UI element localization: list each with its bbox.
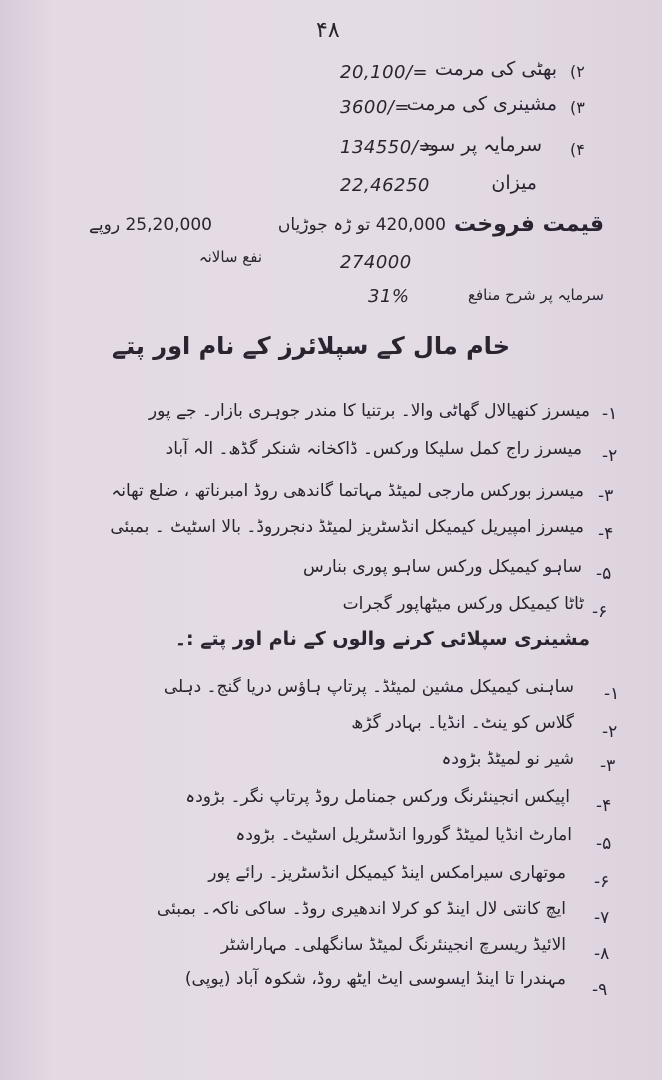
machinery-num: -۵ [596, 834, 612, 854]
machinery-item: گلاس کو ینٹ۔ انڈیا۔ بہادر گڑھ [351, 713, 574, 733]
machinery-item: مہندرا تا اینڈ ایسوسی ایٹ ایٹھ روڈ، شکوہ آباد (یوپی) [184, 969, 566, 989]
machinery-num: -۸ [594, 944, 610, 964]
machinery-num: -۴ [596, 796, 612, 816]
supplier-num: -۲ [602, 446, 618, 466]
machinery-heading: مشینری سپلائی کرنے والوں کے نام اور پتے :۔ [174, 628, 590, 650]
cost-value: 134550/= [340, 137, 434, 158]
supplier-num: -۱ [602, 404, 618, 424]
page-number: ۴۸ [316, 18, 340, 43]
machinery-item: شیر نو لمیٹڈ بڑودہ [441, 749, 574, 769]
machinery-num: -۱ [604, 684, 620, 704]
cost-num: (۴ [570, 140, 585, 159]
cost-value: 20,100/= [340, 62, 429, 83]
machinery-num: -۹ [592, 980, 608, 1000]
supplier-item: ساہو کیمیکل ورکس ساہو پوری بنارس [302, 557, 582, 577]
machinery-num: -۶ [594, 872, 610, 892]
supplier-num: -۶ [592, 602, 608, 622]
sale-label: قیمت فروخت [454, 212, 604, 237]
total-label: میزان [491, 172, 537, 194]
supplier-num: -۳ [598, 486, 614, 506]
machinery-num: -۷ [594, 908, 610, 928]
cost-value: 3600/= [340, 97, 410, 118]
machinery-item: ایچ کانتی لال اینڈ کو کرلا اندھیری روڈ۔ ساکی ناکہ۔ بمبئی [156, 899, 566, 919]
machinery-item: اپیکس انجینئرنگ ورکس جمنامل روڈ پرتاپ نگر۔ بڑودہ [185, 787, 570, 807]
profit-value: 274000 [340, 252, 412, 273]
supplier-item: میسرز بورکس مارجی لمیٹڈ مہاتما گاندھی روڈ امبرناتھ ، ضلع تھانہ [111, 481, 584, 501]
profit-label: نفع سالانہ [198, 248, 262, 266]
machinery-item: الائیڈ ریسرچ انجینئرنگ لمیٹڈ سانگھلی۔ مہاراشٹر [220, 935, 566, 955]
supplier-num: -۵ [596, 564, 612, 584]
machinery-num: -۲ [602, 722, 618, 742]
cost-num: (۲ [570, 62, 585, 81]
sale-amount: 25,20,000 روپے [88, 215, 212, 235]
cost-label: بھٹی کی مرمت [434, 58, 557, 80]
cost-num: (۳ [570, 98, 585, 117]
machinery-item: موتھاری سیرامکس اینڈ کیمیکل انڈسٹریز۔ رائے پور [208, 863, 566, 883]
suppliers-heading: خام مال کے سپلائرز کے نام اور پتے [112, 332, 510, 360]
machinery-num: -۳ [600, 756, 616, 776]
supplier-num: -۴ [598, 524, 614, 544]
cost-label: سرمایہ پر سود [421, 134, 542, 156]
supplier-item: میسرز کنھیالال گھاٹی والا۔ برتنیا کا مندر جوہری بازار۔ جے پور [148, 401, 590, 421]
supplier-item: ٹاٹا کیمیکل ورکس میٹھاپور گجرات [342, 594, 584, 614]
machinery-item: امارٹ انڈیا لمیٹڈ گوروا انڈسٹریل اسٹیٹ۔ بڑودہ [235, 825, 572, 845]
supplier-item: میسرز امپیریل کیمیکل انڈسٹریز لمیٹڈ دنجرروڈ۔ بالا اسٹیٹ ۔ بمبئی [110, 517, 584, 537]
machinery-item: ساہنی کیمیکل مشین لمیٹڈ۔ پرتاپ ہاؤس دریا گنج۔ دہلی [163, 677, 574, 697]
sale-quantity: 420,000 تو ڑہ جوڑیاں [277, 215, 446, 235]
rate-value: 31% [368, 286, 410, 307]
supplier-item: میسرز راج کمل سلیکا ورکس۔ ڈاکخانہ شنکر گڈھ۔ الہ آباد [165, 439, 582, 459]
rate-label: سرمایہ پر شرح منافع [468, 286, 604, 304]
total-value: 22,46250 [340, 175, 430, 196]
cost-label: مشینری کی مرمت [406, 93, 557, 115]
